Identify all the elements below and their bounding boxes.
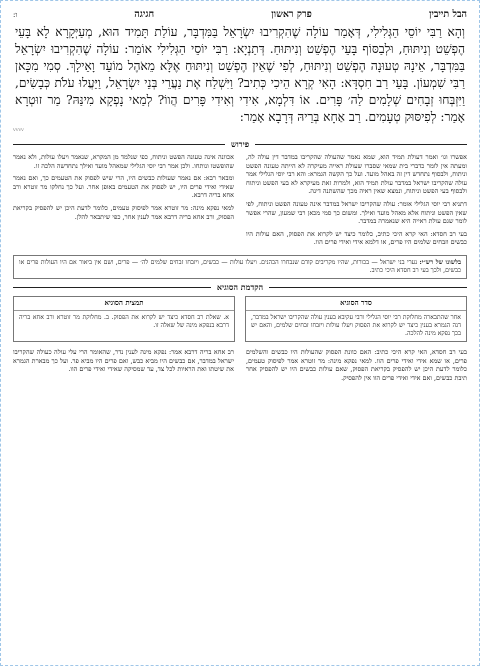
bottom-left-column bbox=[13, 348, 234, 386]
divider-line bbox=[269, 287, 467, 288]
header-chapter: פרק ראשון bbox=[271, 9, 312, 20]
perush-title: פירוש bbox=[230, 139, 250, 149]
sugya-summary-box bbox=[13, 296, 235, 342]
divider-line bbox=[13, 144, 225, 145]
bottom-paragraph: בעי רב חסדא, האי קרא היכי כתיב: האם כוונת הפסוק שהעולות היו כבשים והשלמים פרים, או שמא אידי ואידי פרים הוו. למאי נפקא מינה: מר זוטרא אמר לפיסוק טעמים, כלומר לדעת היכן יש להפסיק בקריאת הפסוק, שאם עולות כבשים היו יש להפסיק אחר תיבת כבשים, ואם אידי ואידי פרים הוו אין להפסיק. bbox=[246, 348, 467, 382]
rashi-note-label: בלשונו של רש״י: bbox=[419, 258, 461, 266]
divider-line bbox=[255, 144, 467, 145]
intro-boxes bbox=[13, 296, 467, 342]
main-text: וְהָא רַבִּי יוֹסֵי הַגְּלִילִי, דְּאָמַר עוֹלָה שֶׁהִקְרִיבוּ יִשְׂרָאֵל בַּמִּדְבָּר, עוֹלַת תָּמִיד הוּא, מְעַיְּקָרָא לָא בָּעֵי הֶפְשֵׁט וְנִיתּוּחַ, וּלְבַסּוֹף בָּעֵי הֶפְשֵׁט וְנִיתּוּחַ. דְּתַנְיָא: רַבִּי יוֹסֵי הַגְּלִילִי אוֹמֵר: עוֹלָה שֶׁהִקְרִיבוּ יִשְׂרָאֵל בַּמִּדְבָּר, אֵינָהּ טְעוּנָה הֶפְשֵׁט וְנִיתּוּחַ, לְפִי שֶׁאֵין הֶפְשֵׁט וְנִיתּוּחַ אֶלָּא מֵאֹהֶל מוֹעֵד וָאֵילָךְ. סְמִי מִכָּאן רַבִּי שִׁמְעוֹן. בָּעֵי רַב חִסְדָּא: הָאִי קְרָא הֵיכִי כְּתִיב? וַיִּשְׁלַח אֶת נַעֲרֵי בְּנֵי יִשְׂרָאֵל, וַיַּעֲלוּ עֹלֹת כְּבָשִׂים, וַיִּזְבְּחוּ זְבָחִים שְׁלָמִים לַה׳ פָּרִים. אוֹ דִּלְמָא, אִידִי וְאִידִי פָּרִים הֲווֹ? לְמַאי נָפְקָא מִינַּהּ? מַר זוּטְרָא אָמַר: לְפִיסּוּק טְעָמִים. רַב אַחָא בְּרֵיהּ דְּרָבָא אָמַר: bbox=[15, 25, 465, 124]
bottom-columns bbox=[13, 348, 467, 386]
perush-paragraph: ומבאר רבא: אם נאמר שעולות כבשים היו, הרי שיש לפסוק את הטעמים כך, ואם נאמר שאידי ואידי פרים היו, יש לפסוק את הטעמים באופן אחר. ועל כך נחלקו מר זוטרא ורב אחא בריה דרבא. bbox=[13, 174, 234, 200]
page-header bbox=[13, 9, 467, 20]
bottom-paragraph: רב אחא בריה דרבא אמר: נפקא מינה לענין נדר, שהאומר הרי עלי עולה כעולה שהקריבו ישראל במדבר, אם כבשים היו מביא כבש, ואם פרים היו מביא פר. ועל כך מבארת הגמרא את שיטתו ואת הראיות לכל צד, עד שמסיקה שאידי ואידי פרים הוו. bbox=[13, 348, 234, 374]
sugya-order-title: סדר הסוגיא bbox=[246, 297, 466, 310]
sugya-summary-title: תמצית הסוגיא bbox=[14, 297, 234, 310]
perush-paragraph: דתניא רבי יוסי הגלילי אומר: עולה שהקריבו ישראל במדבר אינה טעונה הפשט וניתוח, לפי שאין הפשט וניתוח אלא מאהל מועד ואילך. ומשום כך סמי מכאן רבי שמעון, שהרי אפשר לומר שגם עולת ראייה היא שנאמרה במדבר. bbox=[246, 199, 467, 226]
rashi-note-text: נערי בני ישראל — בכורות, שהיו מקריבים קודם שנבחרו הכהנים. ויעלו עולות — כבשים, ויזבחו זבחים שלמים לה׳ — פרים, ושם אין ביאור אם היו העולות פרים או כבשים, ולכך בעי רב חסדא היכי כתיב. bbox=[19, 258, 461, 275]
sugya-order-box bbox=[245, 296, 467, 342]
perush-paragraph: בעי רב חסדא: האי קרא היכי כתיב, כלומר כיצד יש לקרוא את הפסוק, האם עולות היו כבשים וזבחים שלמים היו פרים, או דלמא אידי ואידי פרים הוו. bbox=[246, 229, 467, 247]
intro-title: הקדמת הסוגיא bbox=[216, 282, 264, 293]
perush-divider bbox=[13, 139, 467, 149]
text-end-marker: ⱽⱽⱽⱽ bbox=[13, 128, 24, 135]
header-tractate: חגיגה bbox=[134, 9, 155, 20]
divider-line bbox=[13, 287, 211, 288]
sugya-summary-text: א. שאלת רב חסדא כיצד יש לקרוא את הפסוק. ב. מחלוקת מר זוטרא ורב אחא בריה דרבא בנפקא מינה של שאלה זו. bbox=[19, 313, 229, 329]
perush-left-column bbox=[13, 153, 234, 251]
perush-paragraph: אכוונה אינה טעונה הפשט וניתוח, כפי שנלמד מן המקרא, שנאמר ויעלו עולות, ולא נאמר שהופשטו ונותחו. ולכן אמר רבי יוסי הגלילי שמאהל מועד ואילך נתחדשה הלכה זו. bbox=[13, 153, 234, 170]
rashi-note-box bbox=[13, 255, 467, 279]
bottom-right-column bbox=[246, 348, 467, 386]
intro-divider bbox=[13, 282, 467, 292]
sugya-order-text: אחר שהתבארה מחלוקת רבי יוסי הגלילי ורבי עקיבא בענין עולה שהקריבו ישראל במדבר, דנה הגמרא בענין כיצד יש לקרוא את הפסוק ויעלו עולות ויזבחו זבחים שלמים, והאם יש בכך נפקא מינה להלכה. bbox=[251, 313, 461, 337]
perush-paragraph: למאי נפקא מינה: מר זוטרא אמר לפיסוק טעמים, כלומר לדעת היכן יש להפסיק בקריאת הפסוק, ורב אחא בריה דרבא אמר לענין אחר, כפי שיתבאר להלן. bbox=[13, 203, 234, 221]
perush-paragraph: אפשרו וגו׳ ואמר דעולת תמיד הוא, שמא נאמר שהעולה שהקריבו במדבר דין עולה לה, ומעתה אין לומר כדברי בית שמאי שסברו שעולת ראייה מעיקרה לא הייתה טעונה הפשט וניתוח, ולבסוף נתחדש דין זה באהל מועד. ועל כך הקשה הגמרא: והא רבי יוסי הגלילי אמר עולה שהקריבו ישראל במדבר עולת תמיד הוא, ולמרות זאת מעיקרא לא בעי הפשט וניתוח ולבסוף בעי הפשט וניתוח, ונמצא שאין ראיה מכך שהשתנה דינה. bbox=[246, 153, 467, 196]
page-number: ו: bbox=[13, 11, 18, 19]
header-right: הבל תייבין bbox=[428, 9, 467, 20]
perush-right-column bbox=[246, 153, 467, 251]
perush-columns bbox=[13, 153, 467, 251]
